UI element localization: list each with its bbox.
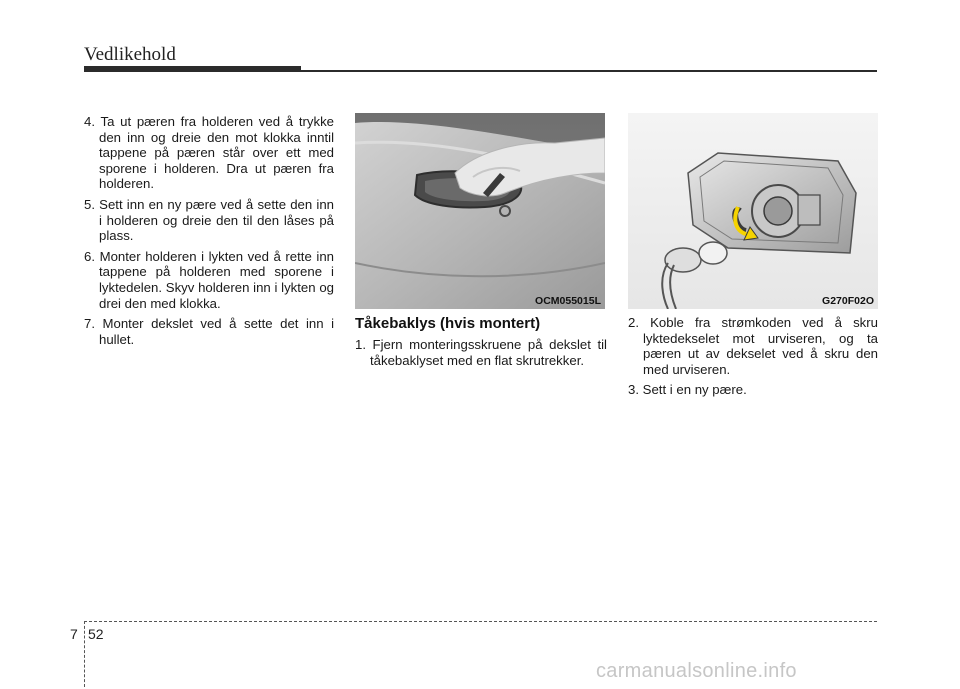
step-2: 2. Koble fra strømkoden ved å skru lyktedekselet mot urviseren, og ta pæren ut av dekselet ved å skru den med urviseren. bbox=[628, 315, 878, 377]
figure-code: OCM055015L bbox=[535, 295, 601, 307]
chapter-number: 7 bbox=[70, 626, 78, 642]
step-3: 3. Sett i en ny pære. bbox=[628, 382, 747, 398]
figure-bulb-replacement bbox=[628, 113, 878, 309]
section-heading: Tåkebaklys (hvis montert) bbox=[355, 315, 541, 332]
lamp-illustration bbox=[628, 113, 878, 309]
step-6: 6. Monter holderen i lykten ved å rette inn tappene på holderen med sporene i lyktedelen. Skyv holderen inn i lykten og drei den med klokka. bbox=[84, 248, 334, 311]
watermark: carmanualsonline.info bbox=[596, 660, 797, 682]
header-rule bbox=[301, 70, 877, 72]
footer-divider bbox=[84, 621, 85, 687]
bumper-illustration bbox=[355, 113, 605, 309]
figure-code: G270F02O bbox=[822, 295, 874, 307]
step-1: 1. Fjern monteringsskruene på dekslet til tåkebaklyset med en flat skrutrekker. bbox=[355, 337, 607, 368]
step-5: 5. Sett inn en ny pære ved å sette den inn i holderen og dreie den til den låses på plass. bbox=[84, 196, 334, 244]
page-number: 52 bbox=[88, 626, 104, 642]
figure-fog-light-cover bbox=[355, 113, 605, 309]
step-7: 7. Monter dekslet ved å sette det inn i hullet. bbox=[84, 316, 334, 347]
step-4: 4. Ta ut pæren fra holderen ved å trykke den inn og dreie den mot klokka inntil tappene på pæren står over ett med sporene i holderen. Dra ut pæren fra holderen. bbox=[84, 114, 334, 192]
header-title: Vedlikehold bbox=[84, 44, 176, 65]
column-left bbox=[84, 114, 334, 352]
footer-rule bbox=[84, 621, 877, 622]
header-bar bbox=[84, 66, 301, 72]
